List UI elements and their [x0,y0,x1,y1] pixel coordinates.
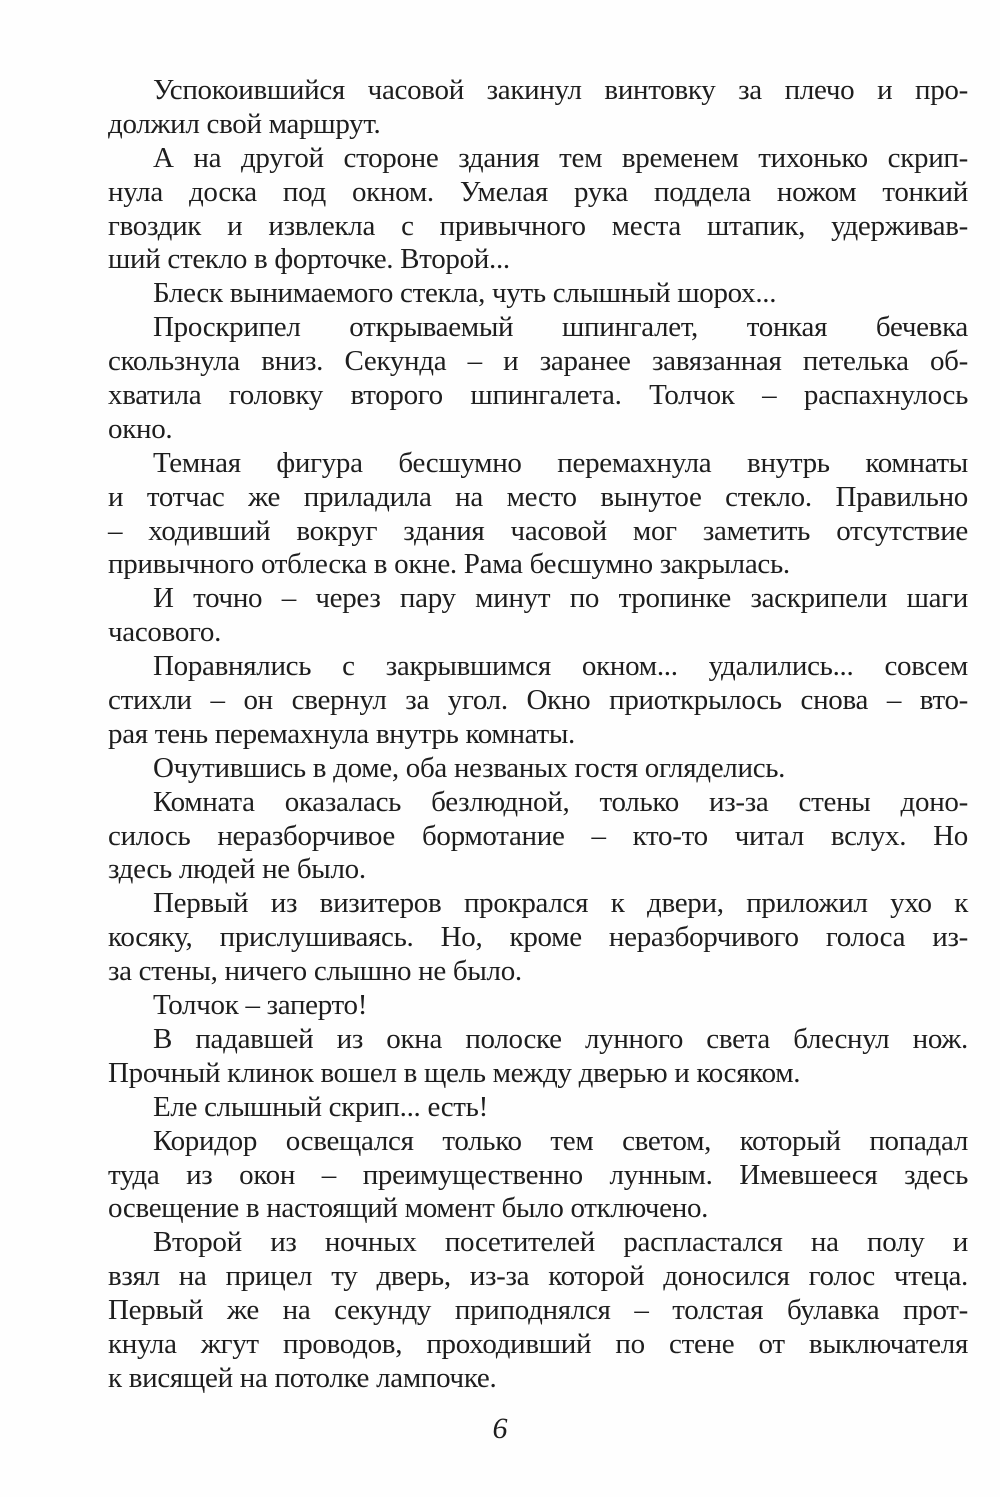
text-line: хватила головку второго шпингалета. Толчок – распахнулось [108,379,968,412]
text-line: Поравнялись с закрывшимся окном... удалились... совсем [153,650,968,683]
text-line: и тотчас же приладила на место вынутое стекло. Правильно [108,480,968,513]
text-line: ший стекло в форточке. Второй... [108,243,510,276]
text-line: нула доска под окном. Умелая рука поддела ножом тонкий [108,175,968,208]
text-line: рая тень перемахнула внутрь комнаты. [108,717,576,750]
text-line: косяку, прислушиваясь. Но, кроме неразборчивого голоса из- [108,921,968,954]
text-line: Еле слышный скрип... есть! [153,1090,488,1123]
text-line: туда из окон – преимущественно лунным. Имевшееся здесь [108,1158,968,1191]
text-line: освещение в настоящий момент было отключено. [108,1192,709,1225]
text-line: Первый из визитеров прокрался к двери, приложил ухо к [153,887,968,920]
text-line: кнула жгут проводов, проходивший по стене от выключателя [108,1327,968,1360]
page-number: 6 [492,1412,508,1445]
text-line: привычного отблеска в окне. Рама бесшумно закрылась. [108,548,790,581]
page-body [108,74,968,1396]
text-line: Темная фигура бесшумно перемахнула внутрь комнаты [153,446,968,479]
text-line: окно. [108,412,173,445]
text-line: В падавшей из окна полоске лунного света блеснул нож. [153,1022,968,1055]
text-line: взял на прицел ту дверь, из-за которой доносился голос чтеца. [108,1260,968,1293]
text-line: за стены, ничего слышно не было. [108,955,522,988]
text-line: гвоздик и извлекла с привычного места штапик, удерживав- [108,209,968,242]
text-line: – ходивший вокруг здания часовой мог заметить отсутствие [108,514,968,547]
text-line: здесь людей не было. [108,853,366,886]
text-line: Комната оказалась безлюдной, только из-за стены доно- [153,785,968,818]
text-line: И точно – через пару минут по тропинке заскрипели шаги [153,582,968,615]
text-line: Прочный клинок вошел в щель между дверью и косяком. [108,1056,801,1089]
text-line: к висящей на потолке лампочке. [108,1361,497,1394]
text-line: Проскрипел открываемый шпингалет, тонкая бечевка [153,311,968,344]
text-line: должил свой маршрут. [108,107,381,140]
text-line: А на другой стороне здания тем временем тихонько скрип- [153,141,968,174]
text-line: скользнула вниз. Секунда – и заранее завязанная петелька об- [108,345,968,378]
text-line: стихли – он свернул за угол. Окно приоткрылось снова – вто- [108,684,968,717]
text-line: часового. [108,616,222,649]
text-line: силось неразборчивое бормотание – кто-то читал вслух. Но [108,819,968,852]
text-line: Успокоившийся часовой закинул винтовку за плечо и про- [153,74,968,106]
text-line: Очутившись в доме, оба незваных гостя огляделись. [153,751,786,784]
text-line: Блеск вынимаемого стекла, чуть слышный шорох... [153,277,777,310]
text-line: Толчок – заперто! [153,989,368,1022]
text-line: Коридор освещался только тем светом, который попадал [153,1124,968,1157]
text-line: Первый же на секунду приподнялся – толстая булавка прот- [108,1294,968,1327]
text-line: Второй из ночных посетителей распластался на полу и [153,1226,968,1259]
